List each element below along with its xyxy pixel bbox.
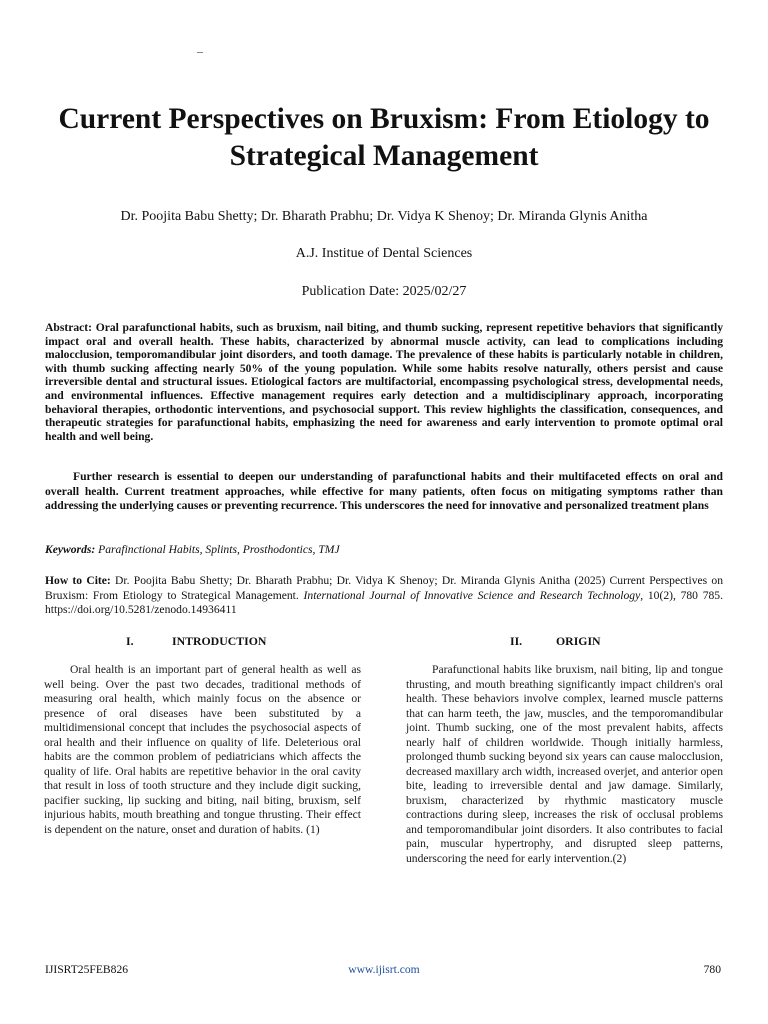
section-heading-introduction (126, 634, 266, 648)
cite-tail: , 10(2), 780 785. https://doi.org/10.5281/zenodo.14936411 (45, 588, 723, 616)
section-number: II. (510, 634, 523, 648)
abstract-paragraph: Abstract: Oral parafunctional habits, such as bruxism, nail biting, and thumb sucking, represent repetitive behaviors that significantly impact oral and overall health. These habits, characterized by abnormal muscle activity, can lead to complications including malocclusion, temporomandibular joint disorders, and tooth damage. The prevalence of these habits is particularly notable in children, with thumb sucking affecting nearly 50% of the young population. While some habits resolve naturally, others persist and cause irreversible dental and structural issues. Etiological factors are multifactorial, encompassing psychological stress, developmental needs, and environmental influences. Effective management requires early detection and a multidisciplinary approach, incorporating behavioral therapies, orthodontic interventions, and psychosocial support. This review highlights the classification, consequences, and therapeutic strategies for parafunctional habits, emphasizing the need for awareness and early intervention to promote optimal oral health and well being. (45, 321, 723, 443)
section-heading-origin (510, 634, 601, 648)
section-title: INTRODUCTION (172, 634, 267, 648)
keywords-text: Parafinctional Habits, Splints, Prosthodontics, TMJ (98, 543, 340, 556)
how-to-cite (45, 574, 723, 618)
cite-journal: International Journal of Innovative Science and Research Technology (303, 588, 641, 602)
publication-date: Publication Date: 2025/02/27 (301, 284, 467, 299)
paper-title: Current Perspectives on Bruxism: From Etiology to Strategical Management (58, 103, 710, 172)
footer-website-link[interactable]: www.ijisrt.com (348, 963, 420, 976)
section-title: ORIGIN (556, 634, 601, 648)
section-number: I. (126, 634, 134, 648)
footer-paper-id: IJISRT25FEB826 (45, 963, 129, 976)
further-research-paragraph: Further research is essential to deepen our understanding of parafunctional habits and their multifaceted effects on oral and overall health. Current treatment approaches, while effective for many patients, often focus on mitigating symptoms rather than addressing the underlying causes or preventing recurrence. This underscores the need for innovative and personalized treatment plans (45, 470, 723, 512)
introduction-body: Oral health is an important part of general health as well as well being. Over the past two decades, traditional methods of measuring oral health, which mainly focus on the absence or presence of oral diseases have been substituted by a multidimensional concept that includes the psychosocial aspects of oral health and their influence on quality of life. Deleterious oral habits are the common problem of pediatricians which affects the quality of life. Oral habits are repetitive behavior in the oral cavity that result in loss of tooth structure and they include digit sucking, pacifier sucking, lip sucking and biting, nail biting, bruxism, self injurious habits, mouth breathing and tongue thrusting. Their effect is dependent on the nature, onset and duration of habits. (1) (44, 663, 361, 836)
origin-body: Parafunctional habits like bruxism, nail biting, lip and tongue thrusting, and mouth breathing significantly impact children's oral health. These behaviors involve complex, learned muscle patterns that can harm teeth, the jaw, muscles, and the temporomandibular joint. Thumb sucking, one of the most prevalent habits, affects nearly half of children worldwide. Though initially harmless, prolonged thumb sucking beyond six years can cause malocclusion, decreased maxillary arch width, increased overjet, and anterior open bite, leading to irreversible dental and jaw damage. Similarly, bruxism, characterized by rhythmic masticatory muscle contractions during sleep, increases the risk of occlusal problems and temporomandibular joint disorders. It also contributes to facial pain, muscular hypertrophy, and disrupted sleep patterns, underscoring the need for early intervention.(2) (406, 663, 723, 865)
authors-line: Dr. Poojita Babu Shetty; Dr. Bharath Prabhu; Dr. Vidya K Shenoy; Dr. Miranda Glynis Anitha (120, 209, 648, 224)
footer-page-number: 780 (703, 963, 721, 976)
cite-label: How to Cite: (45, 574, 111, 587)
keywords-label: Keywords: (45, 543, 96, 556)
keywords-line (45, 543, 723, 557)
cite-text: Dr. Poojita Babu Shetty; Dr. Bharath Prabhu; Dr. Vidya K Shenoy; Dr. Miranda Glynis Anitha (2025) Current Perspectives on Bruxism: From Etiology to Strategical Management. (45, 574, 723, 602)
header-dash: – (197, 44, 203, 58)
institution-line: A.J. Institue of Dental Sciences (295, 246, 473, 261)
